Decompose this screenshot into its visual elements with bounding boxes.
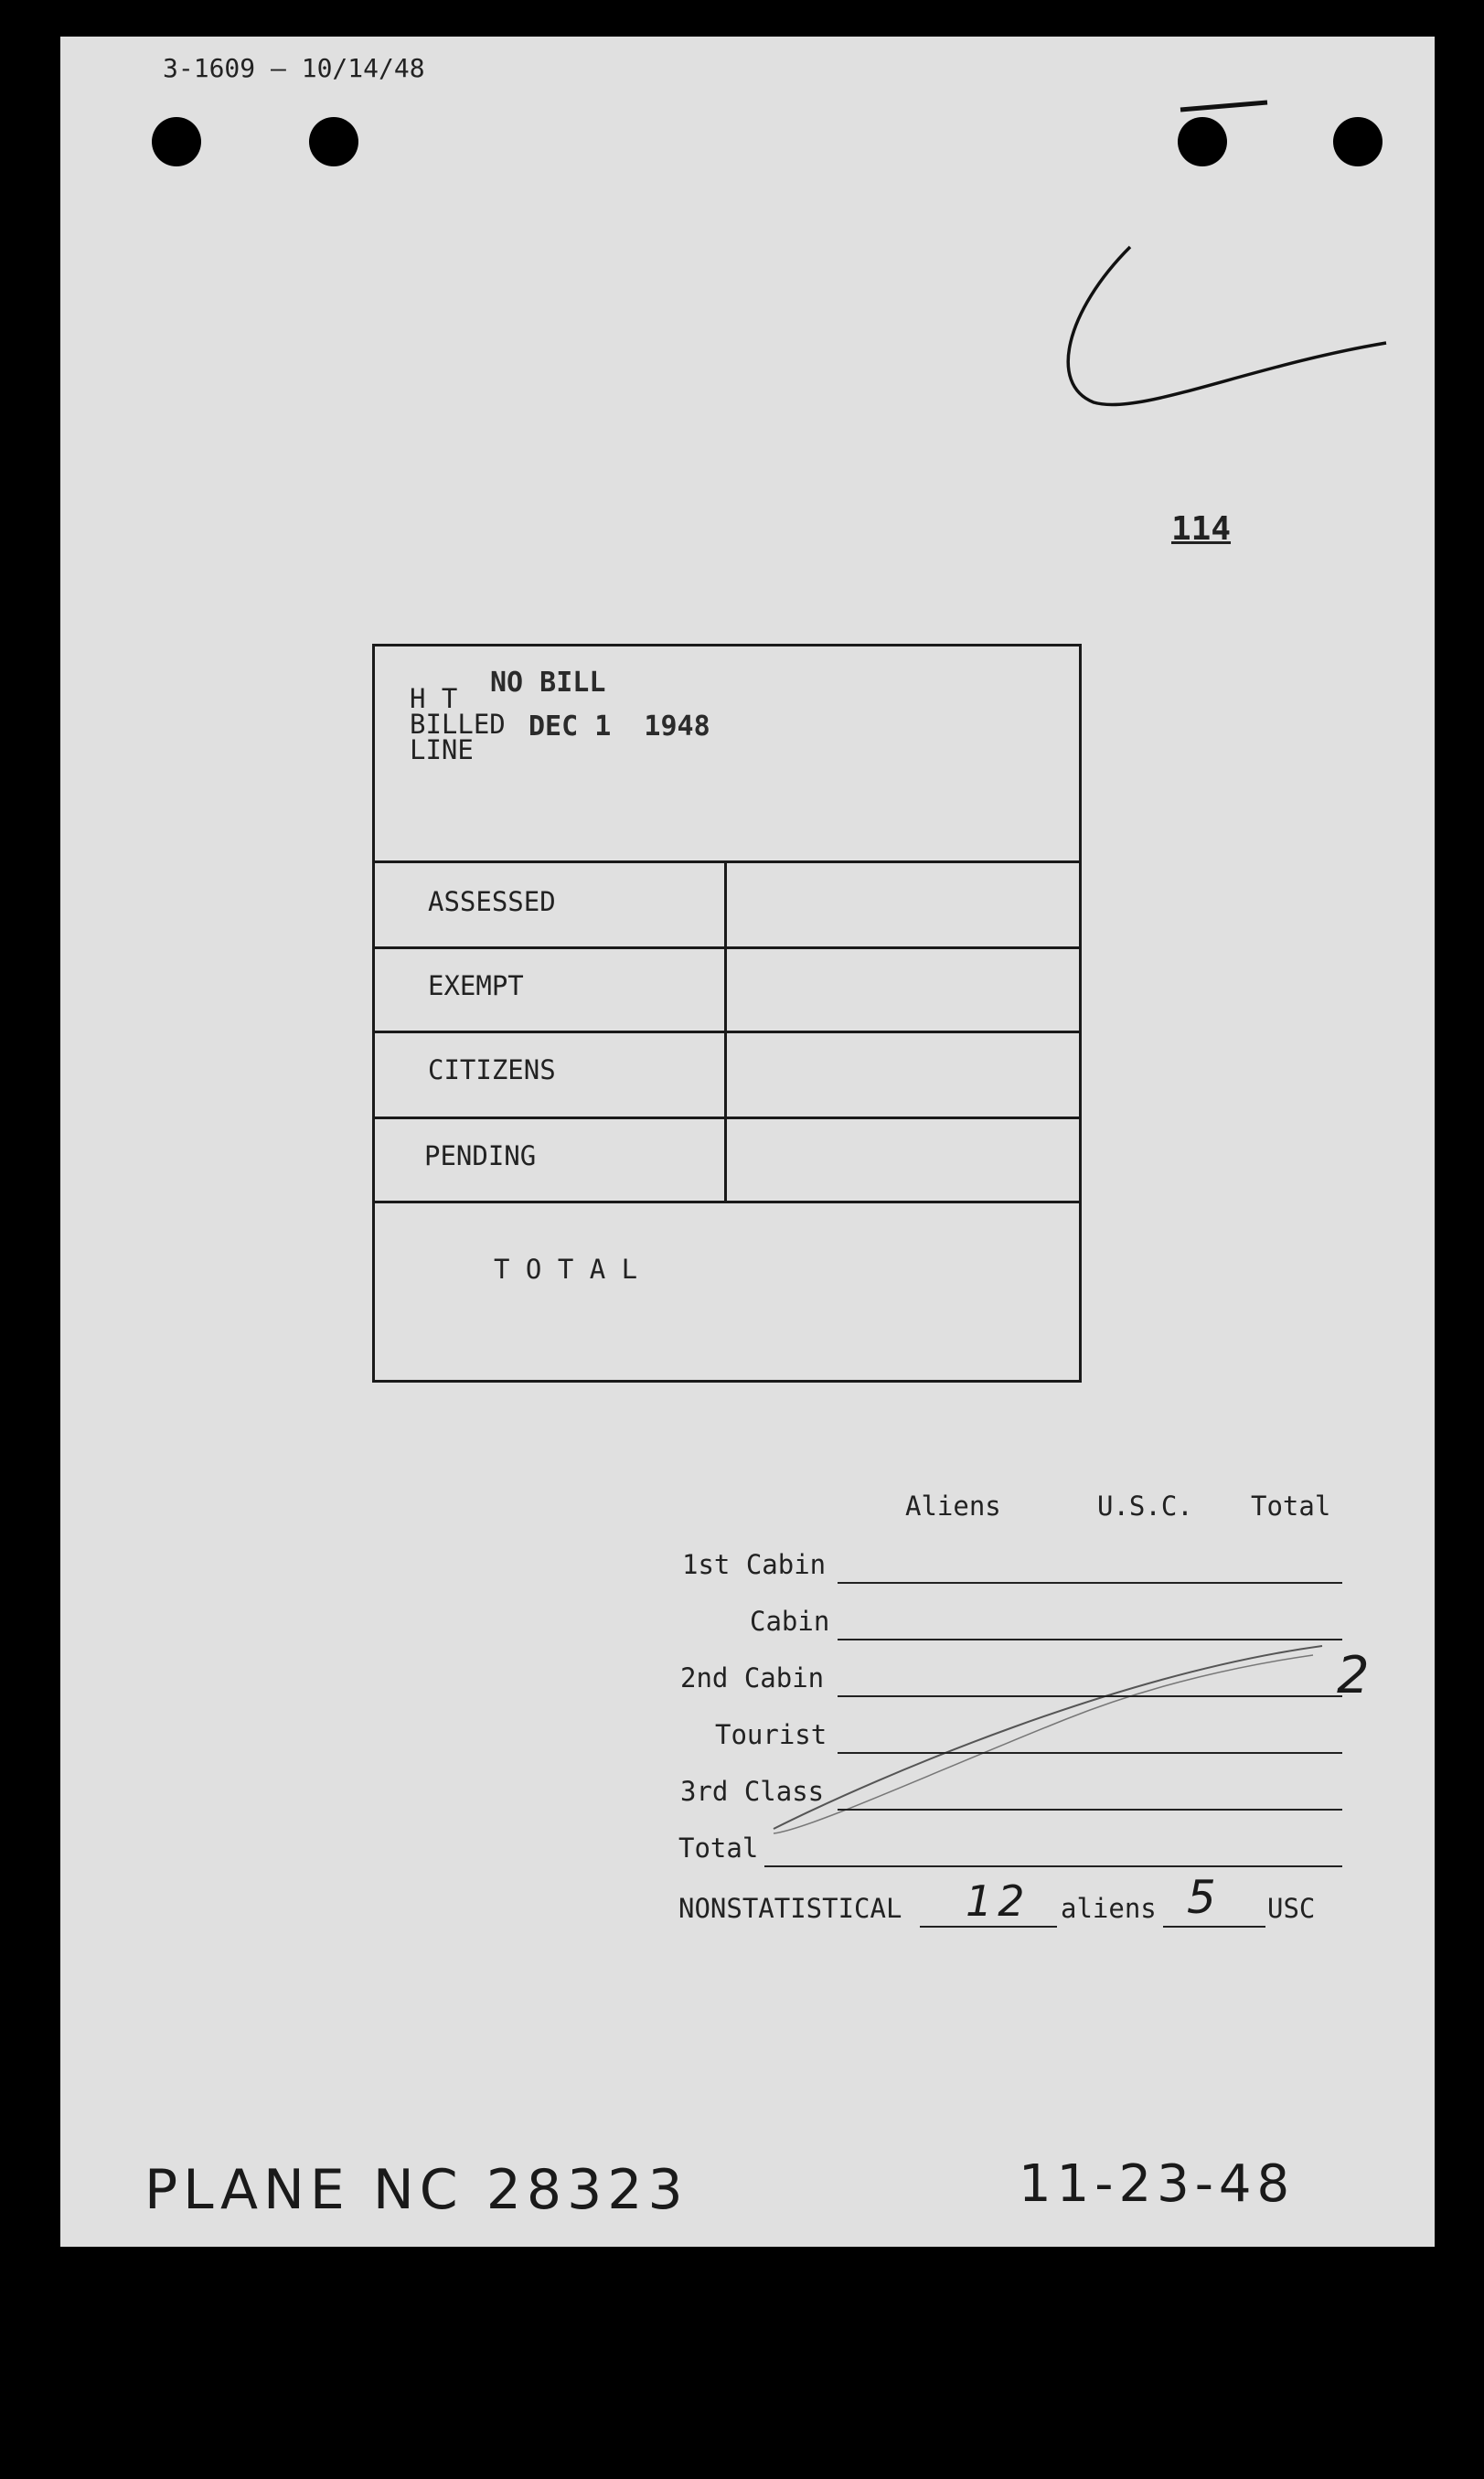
no-bill-stamp: NO BILL [490, 667, 606, 699]
blank-line [764, 1865, 1342, 1867]
nonstatistical-label: NONSTATISTICAL [678, 1893, 902, 1924]
divider [375, 860, 1079, 863]
class-row-total: Total [678, 1833, 759, 1864]
class-row-cabin: Cabin [750, 1606, 830, 1637]
nonstatistical-aliens-value: 12 [966, 1876, 1030, 1926]
blank-line [838, 1752, 1342, 1754]
divider [375, 1117, 1079, 1119]
row-label-exempt: EXEMPT [428, 970, 524, 1001]
blank-line [920, 1926, 1057, 1928]
blank-line [838, 1695, 1342, 1697]
total-label: T O T A L [494, 1254, 638, 1285]
divider [375, 1031, 1079, 1033]
column-header-usc: U.S.C. [1097, 1491, 1193, 1522]
page-number: 114 [1171, 510, 1232, 548]
column-header-aliens: Aliens [905, 1491, 1001, 1522]
row-label-pending: PENDING [424, 1140, 537, 1171]
blank-line [1163, 1926, 1265, 1928]
nonstatistical-usc-value: 5 [1187, 1871, 1222, 1924]
line-label: LINE [410, 734, 474, 765]
divider [375, 946, 1079, 949]
ht-label: H T [410, 683, 458, 714]
footer-date: 11-23-48 [1019, 2154, 1296, 2214]
row-label-assessed: ASSESSED [428, 886, 556, 917]
class-row-tourist: Tourist [715, 1719, 827, 1750]
document-page [60, 37, 1435, 2247]
billing-box [372, 644, 1082, 1383]
nonstatistical-usc-label: USC [1267, 1893, 1316, 1924]
blank-line [838, 1809, 1342, 1811]
column-divider [724, 860, 727, 1201]
billed-label: BILLED [410, 709, 506, 740]
blank-line [838, 1582, 1342, 1584]
divider [375, 1201, 1079, 1203]
footer-plane: PLANE NC 28323 [144, 2158, 689, 2222]
form-id: 3-1609 — 10/14/48 [163, 53, 425, 83]
blank-line [838, 1639, 1342, 1640]
row-label-citizens: CITIZENS [428, 1054, 556, 1085]
column-header-total: Total [1251, 1491, 1331, 1522]
nonstatistical-aliens-label: aliens [1061, 1893, 1157, 1924]
class-row-1st-cabin: 1st Cabin [682, 1549, 827, 1580]
class-value-2nd-cabin: 2 [1337, 1646, 1375, 1705]
class-row-2nd-cabin: 2nd Cabin [680, 1662, 825, 1694]
class-row-3rd-class: 3rd Class [680, 1776, 825, 1807]
billed-date-stamp: DEC 1 1948 [528, 711, 710, 743]
